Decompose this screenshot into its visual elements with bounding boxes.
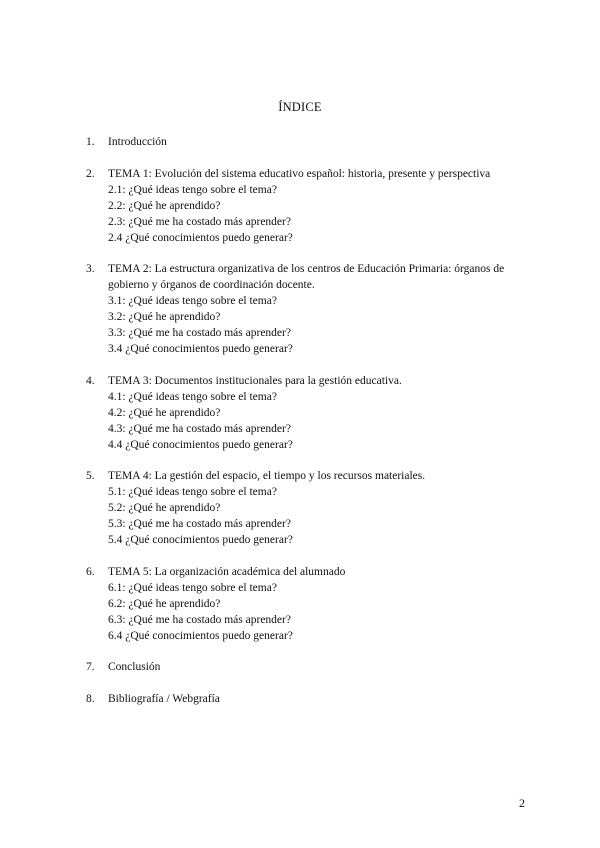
subentry-list: [86, 182, 536, 246]
subentry: 6.4 ¿Qué conocimientos puedo generar?: [108, 629, 293, 642]
subentry: 2.2: ¿Qué he aprendido?: [108, 199, 221, 212]
entry-title: TEMA 3: Documentos institucionales para la gestión educativa.: [108, 374, 402, 387]
subentry: 3.1: ¿Qué ideas tengo sobre el tema?: [108, 295, 277, 307]
toc-entry-row: [86, 373, 536, 389]
entry-number: 4.: [86, 374, 95, 387]
entry-title: TEMA 4: La gestión del espacio, el tiempo y los recursos materiales.: [108, 470, 426, 482]
toc-entry: [86, 261, 536, 357]
subentry: 3.2: ¿Qué he aprendido?: [108, 311, 221, 323]
entry-number: 6.: [86, 565, 95, 578]
subentry-list: [86, 484, 536, 548]
page-title: ÍNDICE: [278, 100, 322, 114]
toc-entry-row: [86, 691, 536, 707]
subentry: 5.3: ¿Qué me ha costado más aprender?: [108, 518, 291, 530]
page-number: 2: [519, 796, 525, 810]
entry-title: TEMA 1: Evolución del sistema educativo español: historia, presente y perspectiva: [108, 167, 491, 180]
subentry: 4.3: ¿Qué me ha costado más aprender?: [108, 422, 291, 435]
toc-entry-row: [86, 261, 536, 293]
subentry: 3.3: ¿Qué me ha costado más aprender?: [108, 327, 291, 339]
entry-number: 1.: [86, 136, 95, 148]
toc-entry: [86, 564, 536, 644]
subentry-list: [86, 293, 536, 357]
subentry-list: [86, 389, 536, 453]
entry-title: TEMA 2: La estructura organizativa de los centros de Educación Primaria: órganos de gobierno y órganos de coordinación docente.: [108, 263, 505, 291]
subentry: 2.3: ¿Qué me ha costado más aprender?: [108, 215, 291, 228]
subentry: 2.4 ¿Qué conocimientos puedo generar?: [108, 231, 293, 244]
table-of-contents: [86, 134, 536, 722]
toc-entry: [86, 166, 536, 246]
toc-entry: [86, 691, 536, 707]
toc-entry-row: [86, 468, 536, 484]
subentry: 5.4 ¿Qué conocimientos puedo generar?: [108, 534, 293, 546]
entry-number: 3.: [86, 263, 95, 275]
entry-title: Introducción: [108, 136, 167, 148]
subentry: 6.2: ¿Qué he aprendido?: [108, 597, 221, 610]
toc-entry: [86, 373, 536, 453]
toc-entry: [86, 468, 536, 548]
subentry: 5.1: ¿Qué ideas tengo sobre el tema?: [108, 486, 277, 498]
subentry: 6.1: ¿Qué ideas tengo sobre el tema?: [108, 581, 277, 594]
subentry: 3.4 ¿Qué conocimientos puedo generar?: [108, 343, 293, 355]
toc-entry: [86, 134, 536, 150]
toc-entry: [86, 659, 536, 675]
entry-title: Bibliografía / Webgrafía: [108, 692, 220, 705]
entry-title: TEMA 5: La organización académica del alumnado: [108, 565, 346, 578]
subentry: 4.1: ¿Qué ideas tengo sobre el tema?: [108, 390, 277, 403]
toc-entry-row: [86, 166, 536, 182]
subentry: 6.3: ¿Qué me ha costado más aprender?: [108, 613, 291, 626]
subentry: 4.4 ¿Qué conocimientos puedo generar?: [108, 438, 293, 451]
toc-entry-row: [86, 659, 536, 675]
toc-entry-row: [86, 564, 536, 580]
subentry-list: [86, 580, 536, 644]
toc-entry-row: [86, 134, 536, 150]
subentry: 5.2: ¿Qué he aprendido?: [108, 502, 221, 514]
entry-number: 8.: [86, 692, 95, 705]
entry-title: Conclusión: [108, 661, 161, 673]
entry-number: 5.: [86, 470, 95, 482]
subentry: 2.1: ¿Qué ideas tengo sobre el tema?: [108, 183, 277, 196]
subentry: 4.2: ¿Qué he aprendido?: [108, 406, 221, 419]
entry-number: 7.: [86, 661, 95, 673]
entry-number: 2.: [86, 167, 95, 180]
